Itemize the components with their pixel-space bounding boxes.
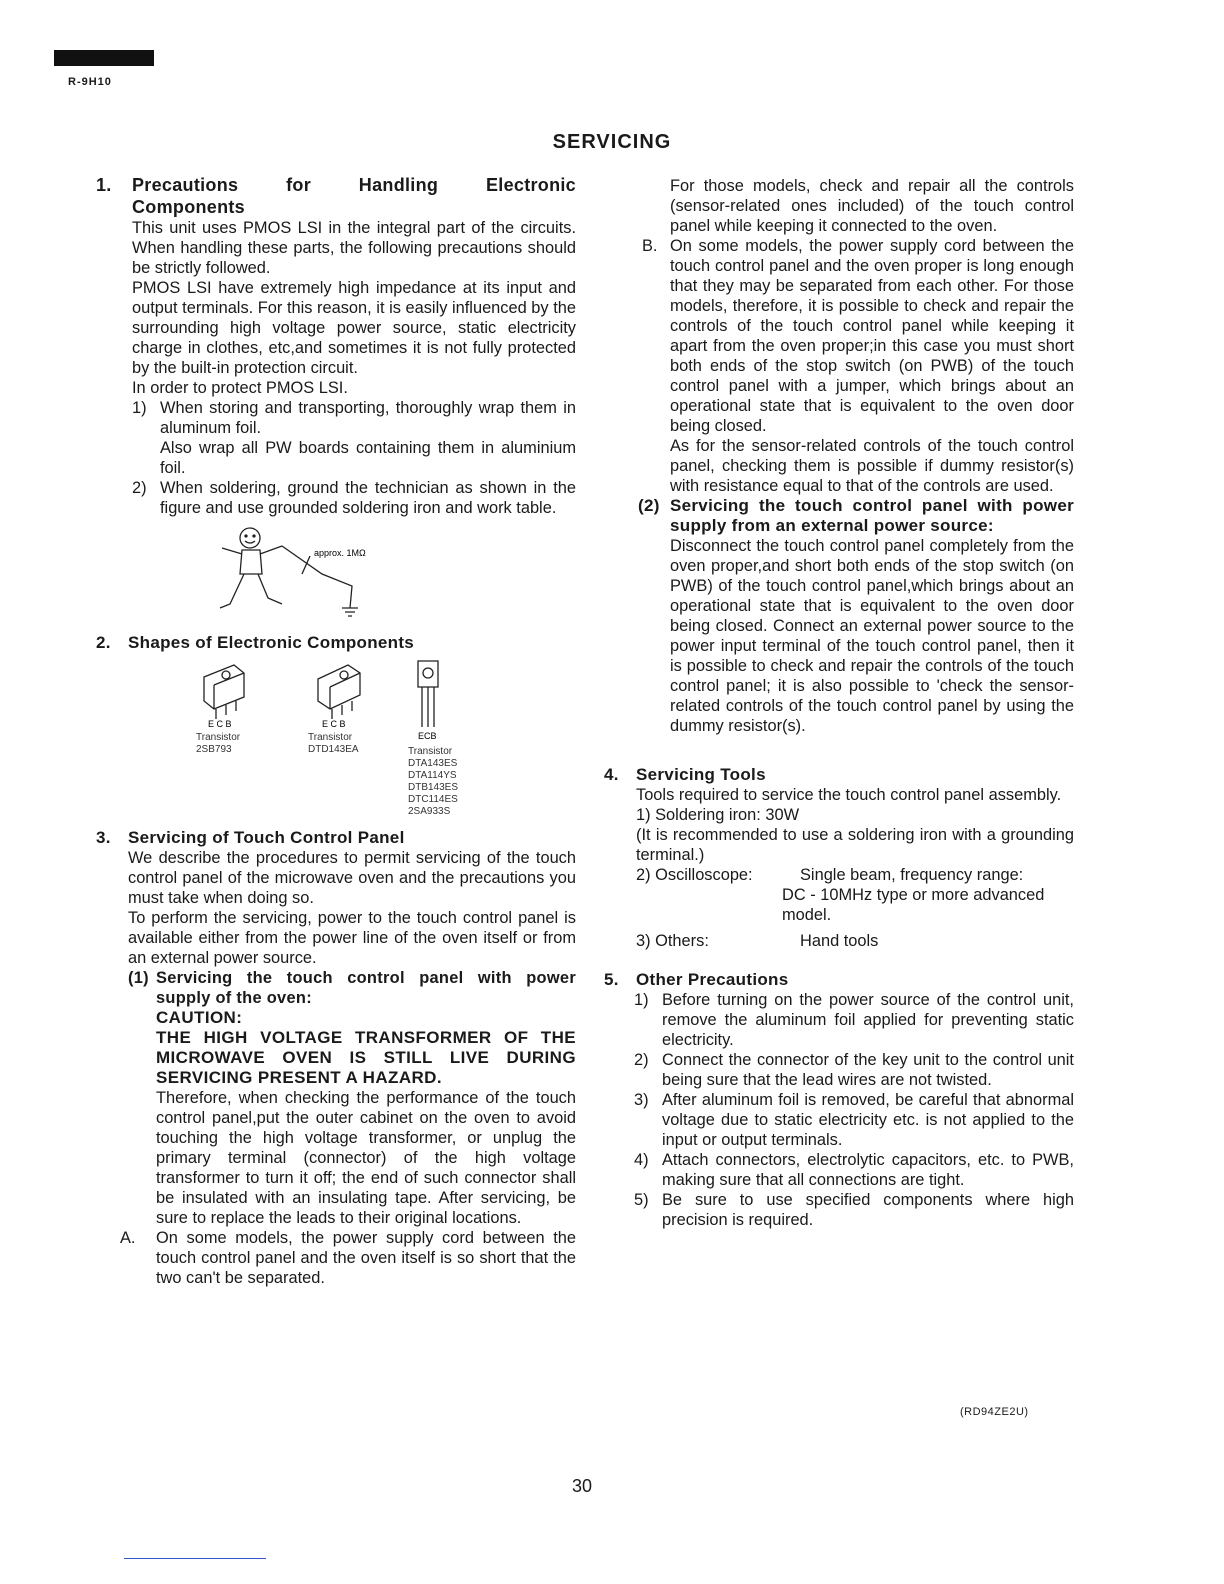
item-text: Attach connectors, electrolytic capacitors, etc. to PWB, making sure that all connections are tight. [662, 1151, 1074, 1189]
item-text: As for the sensor-related controls of the touch control panel, checking them is possible if dummy resistor(s) with resistance equal to that of the controls are used. [670, 437, 1074, 495]
subsection-1-heading [128, 968, 576, 1008]
paragraph: This unit uses PMOS LSI in the integral part of the circuits. When handling these parts, the following precautions should be strictly followed. [132, 219, 576, 277]
subsection-title: Servicing the touch control panel with power supply from an external power source: [670, 496, 1074, 535]
paragraph: Disconnect the touch control panel completely from the oven proper,and short both ends of the stop switch (on PWB) of the touch control panel,which brings about an operational state that is equivalent to the oven door being closed. Connect an external power source to the power input terminal of the touch control panel, then it is possible to check and repair the controls of the touch control panel; it is also possible to 'check the sensor-related controls of the touch control panel by using the dummy resistor(s). [670, 537, 1074, 735]
item-number: 5) [634, 1191, 649, 1209]
item-number: 2) [132, 479, 147, 497]
components-row [96, 657, 576, 827]
item-number: 1) [132, 399, 147, 417]
tool-value: Hand tools [800, 932, 879, 950]
paragraph: For those models, check and repair all the controls (sensor-related ones included) of the touch control panel while keeping it connected to the oven. [670, 177, 1074, 235]
subsection-number: (1) [128, 969, 149, 987]
section-1-heading [96, 174, 576, 218]
technician-grounding-illustration [202, 526, 422, 626]
item-text: When storing and transporting, thoroughly wrap them in aluminum foil. [160, 399, 576, 437]
list-item [132, 398, 576, 478]
component-dta143es [408, 657, 458, 818]
tool-value: Single beam, frequency range: [800, 866, 1024, 884]
section-number: 4. [604, 765, 619, 784]
item-number: 2) [634, 1051, 649, 1069]
section-title: Servicing Tools [636, 765, 766, 784]
paragraph: Therefore, when checking the performance of the touch control panel,put the outer cabinet on the oven to avoid touching the high voltage transformer, or unplug the primary terminal (connector) of the high voltage transformer to turn it off; the end of such connector shall be insulated with an insulating tape. After servicing, be sure to replace the leads to their original locations. [156, 1089, 576, 1227]
paragraph: We describe the procedures to permit servicing of the touch control panel of the microwave oven and the precautions you must take when doing so. [128, 849, 576, 907]
tool-item-cont [636, 885, 1074, 925]
list-item [634, 1150, 1074, 1190]
paragraph: In order to protect PMOS LSI. [132, 379, 348, 397]
item-text: Also wrap all PW boards containing them in aluminium foil. [160, 439, 576, 477]
tool-note: (It is recommended to use a soldering iron with a grounding terminal.) [636, 826, 1074, 864]
page-number: 30 [571, 1476, 593, 1496]
section-title-line2: Components [132, 197, 245, 217]
page-title: SERVICING [552, 131, 672, 153]
component-type: Transistor [408, 746, 453, 757]
section-2-heading [96, 632, 576, 653]
pin-labels: ECB [418, 731, 437, 741]
list-item-b [604, 236, 1074, 496]
section-3-heading [96, 827, 576, 848]
section-4-heading [604, 764, 1074, 785]
item-text: When soldering, ground the technician as shown in the figure and use grounded soldering iron and work table. [160, 479, 576, 517]
left-column [96, 174, 576, 1288]
section-number: 5. [604, 970, 619, 989]
section-title-line1: Precautions for Handling Electronic [132, 175, 576, 195]
tool-label: 2) Oscilloscope: [636, 866, 753, 884]
item-number: 3) [634, 1091, 649, 1109]
list-item [634, 1090, 1074, 1150]
section-title: Servicing of Touch Control Panel [128, 828, 405, 847]
grounding-figure [202, 526, 422, 626]
component-parts: 2SB793 [196, 744, 232, 755]
item-text: On some models, the power supply cord between the touch control panel and the oven itself is so short that the two can't be separated. [156, 1229, 576, 1287]
list-item-a [120, 1228, 576, 1288]
list-item [132, 478, 576, 518]
section-title: Shapes of Electronic Components [128, 633, 415, 652]
component-parts: DTD143EA [308, 744, 359, 755]
item-text: Be sure to use specified components where high precision is required. [662, 1191, 1074, 1229]
item-text: After aluminum foil is removed, be careful that abnormal voltage due to static electricity etc. is not applied to the input or output terminals. [662, 1091, 1074, 1149]
tool-label: 3) Others: [636, 932, 709, 950]
section-number: 1. [96, 175, 112, 195]
caution-label: CAUTION: [156, 1008, 243, 1027]
subsection-number: (2) [638, 496, 660, 515]
document-code: (RD94ZE2U) [960, 1406, 1029, 1418]
item-number: 1) [634, 991, 649, 1009]
resistor-label: approx. 1MΩ [314, 548, 366, 558]
list-item [634, 1190, 1074, 1230]
subsection-title: Servicing the touch control panel with power supply of the oven: [156, 969, 576, 1007]
section-title: Other Precautions [636, 970, 789, 989]
caution-text: THE HIGH VOLTAGE TRANSFORMER OF THE MICROWAVE OVEN IS STILL LIVE DURING SERVICING PRESENT A HAZARD. [156, 1028, 576, 1087]
bottom-rule [124, 1558, 266, 1559]
component-type: Transistor [308, 732, 353, 743]
list-item [634, 1050, 1074, 1090]
item-number: 4) [634, 1151, 649, 1169]
component-2sb793 [196, 657, 256, 756]
component-dtd143ea [308, 657, 368, 756]
pin-labels: E C B [208, 719, 232, 727]
tool-item [636, 865, 1074, 885]
subsection-2-heading [604, 496, 1074, 536]
paragraph: PMOS LSI have extremely high impedance at its input and output terminals. For this reason, it is easily influenced by the surrounding high voltage power source, static electricity charge in clothes, etc,and sometimes it is not fully protected by the built-in protection circuit. [132, 279, 576, 377]
component-type: Transistor [196, 732, 241, 743]
paragraph: To perform the servicing, power to the touch control panel is available either from the power line of the oven itself or from an external power source. [128, 909, 576, 967]
header-bar [54, 50, 154, 66]
section-5-heading [604, 969, 1074, 990]
transistor-icon [196, 657, 256, 727]
transistor-icon [408, 657, 448, 741]
tool-item: 1) Soldering iron: 30W [636, 806, 800, 824]
right-column [604, 176, 1074, 1230]
item-text: Connect the connector of the key unit to the control unit being sure that the lead wires are not twisted. [662, 1051, 1074, 1089]
item-letter: A. [120, 1229, 136, 1247]
pin-labels: E C B [322, 719, 346, 727]
section-number: 3. [96, 828, 111, 847]
component-parts: DTA143ES DTA114YS DTB143ES DTC114ES 2SA933S [408, 758, 459, 817]
list-item [634, 990, 1074, 1050]
tool-value: DC - 10MHz type or more advanced model. [782, 886, 1045, 924]
item-text: Before turning on the power source of the control unit, remove the aluminum foil applied for preventing static electricity. [662, 991, 1074, 1049]
paragraph: Tools required to service the touch control panel assembly. [636, 786, 1062, 804]
item-letter: B. [642, 237, 658, 255]
tool-item [636, 931, 1074, 951]
item-text: On some models, the power supply cord between the touch control panel and the oven proper is long enough that they may be separated from each other. For those models, therefore, it is possible to check and repair the controls of the touch control panel while keeping it apart from the oven proper;in this case you must short both ends of the stop switch (on PWB) of the touch control panel with a jumper, which brings about an operational state that is equivalent to the oven door being closed. [670, 237, 1074, 435]
section-number: 2. [96, 633, 111, 652]
model-number: R-9H10 [68, 76, 112, 88]
transistor-icon [308, 657, 368, 727]
